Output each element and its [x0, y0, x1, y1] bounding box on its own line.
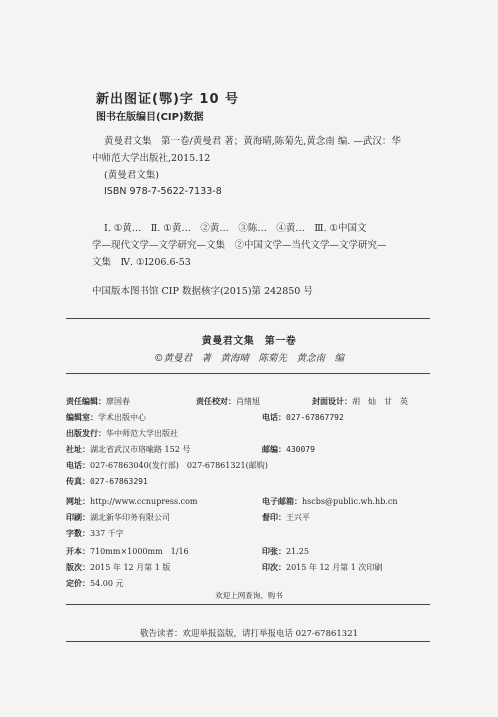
- address-value: 湖北省武汉市珞喻路 152 号: [90, 445, 191, 454]
- printing-label: 印次：: [262, 563, 286, 572]
- classification-line-2: 学—现代文学—文学研究—文集 ②中国文学—当代文学—文学研究—: [92, 240, 387, 251]
- proof-label: 责任校对：: [196, 397, 236, 406]
- cip-line-1: 黄曼君文集 第一卷/黄曼君 著；黄海晴,陈菊先,黄念南 编. —武汉：华: [104, 136, 401, 147]
- dept-label: 编辑室：: [66, 413, 98, 422]
- phone1-label: 电话：: [262, 413, 286, 422]
- format-label: 开本：: [66, 547, 90, 556]
- classification-line-3: 文集 Ⅳ. ①I206.6-53: [92, 257, 191, 268]
- words-value: 337 千字: [90, 529, 124, 538]
- fax-row: [66, 469, 148, 488]
- dept-value: 学术出版中心: [98, 413, 146, 422]
- book-authors: ©黄曼君 著 黄海晴 陈菊先 黄念南 编: [153, 353, 344, 364]
- printer-label: 印刷：: [66, 513, 90, 522]
- fax-label: 传真：: [66, 477, 90, 486]
- cip-line-2: 中师范大学出版社,2015.12: [92, 153, 211, 164]
- zip-value: 430079: [286, 445, 315, 454]
- zip-label: 邮编：: [262, 445, 286, 454]
- fax-value: 027-67863291: [90, 477, 148, 486]
- publisher-value: 华中师范大学出版社: [106, 429, 178, 438]
- phone1-value: 027-67867792: [286, 413, 344, 422]
- isbn: ISBN 978-7-5622-7133-8: [104, 186, 222, 197]
- registration-number: 新出图证(鄂)字 10 号: [96, 92, 240, 107]
- divider: [66, 373, 430, 374]
- supervisor-label: 督印：: [262, 513, 286, 522]
- zip-row: [262, 437, 315, 456]
- phone2-label: 电话：: [66, 461, 90, 470]
- divider: [66, 641, 430, 642]
- supervisor-value: 王兴平: [286, 513, 310, 522]
- format-value: 710mm×1000mm 1/16: [90, 547, 189, 556]
- price-label: 定价：: [66, 579, 90, 588]
- email-value: hscbs@public.wh.hb.cn: [302, 497, 398, 506]
- sheets-label: 印张：: [262, 547, 286, 556]
- printing-row: [262, 555, 382, 574]
- editor-label: 责任编辑：: [66, 397, 106, 406]
- piracy-warning: 敬告读者：欢迎举报盗版，请打举报电话 027-67861321: [139, 629, 359, 639]
- phone1-row: [262, 405, 344, 424]
- phone2-value: 027-67863040(发行部) 027-67861321(邮购): [90, 461, 268, 470]
- sheets-value: 21.25: [286, 547, 309, 556]
- supervisor-row: [262, 505, 310, 524]
- printing-value: 2015 年 12 月第 1 次印刷: [286, 563, 383, 572]
- divider: [66, 318, 430, 319]
- editor-value: 廖国春: [106, 397, 130, 406]
- price-row: [66, 571, 123, 590]
- cip-number: 中国版本图书馆 CIP 数据核字(2015)第 242850 号: [92, 286, 313, 297]
- divider: [66, 604, 430, 605]
- cover-value: 胡 灿 甘 英: [352, 397, 408, 406]
- edition-value: 2015 年 12 月第 1 版: [90, 563, 171, 572]
- words-row: [66, 521, 124, 540]
- printer-value: 湖北新华印务有限公司: [90, 513, 170, 522]
- cip-series: (黄曼君文集): [104, 170, 159, 181]
- cip-heading: 图书在版编目(CIP)数据: [96, 112, 204, 123]
- price-value: 54.00 元: [90, 579, 124, 588]
- proof-value: 肖绪旭: [236, 397, 260, 406]
- footer-note: 欢迎上网查询、购书: [215, 591, 283, 600]
- email-label: 电子邮箱：: [262, 497, 302, 506]
- classification-line-1: Ⅰ. ①黄… Ⅱ. ①黄… ②黄… ③陈… ④黄… Ⅲ. ①中国文: [104, 223, 367, 234]
- address-label: 社址：: [66, 445, 90, 454]
- book-title: 黄曼君文集 第一卷: [201, 336, 297, 347]
- proof-row: [196, 389, 260, 408]
- edition-label: 版次：: [66, 563, 90, 572]
- publisher-label: 出版发行：: [66, 429, 106, 438]
- words-label: 字数：: [66, 529, 90, 538]
- web-label: 网址：: [66, 497, 90, 506]
- web-value: http://www.ccnupress.com: [90, 497, 198, 506]
- cover-label: 封面设计：: [312, 397, 352, 406]
